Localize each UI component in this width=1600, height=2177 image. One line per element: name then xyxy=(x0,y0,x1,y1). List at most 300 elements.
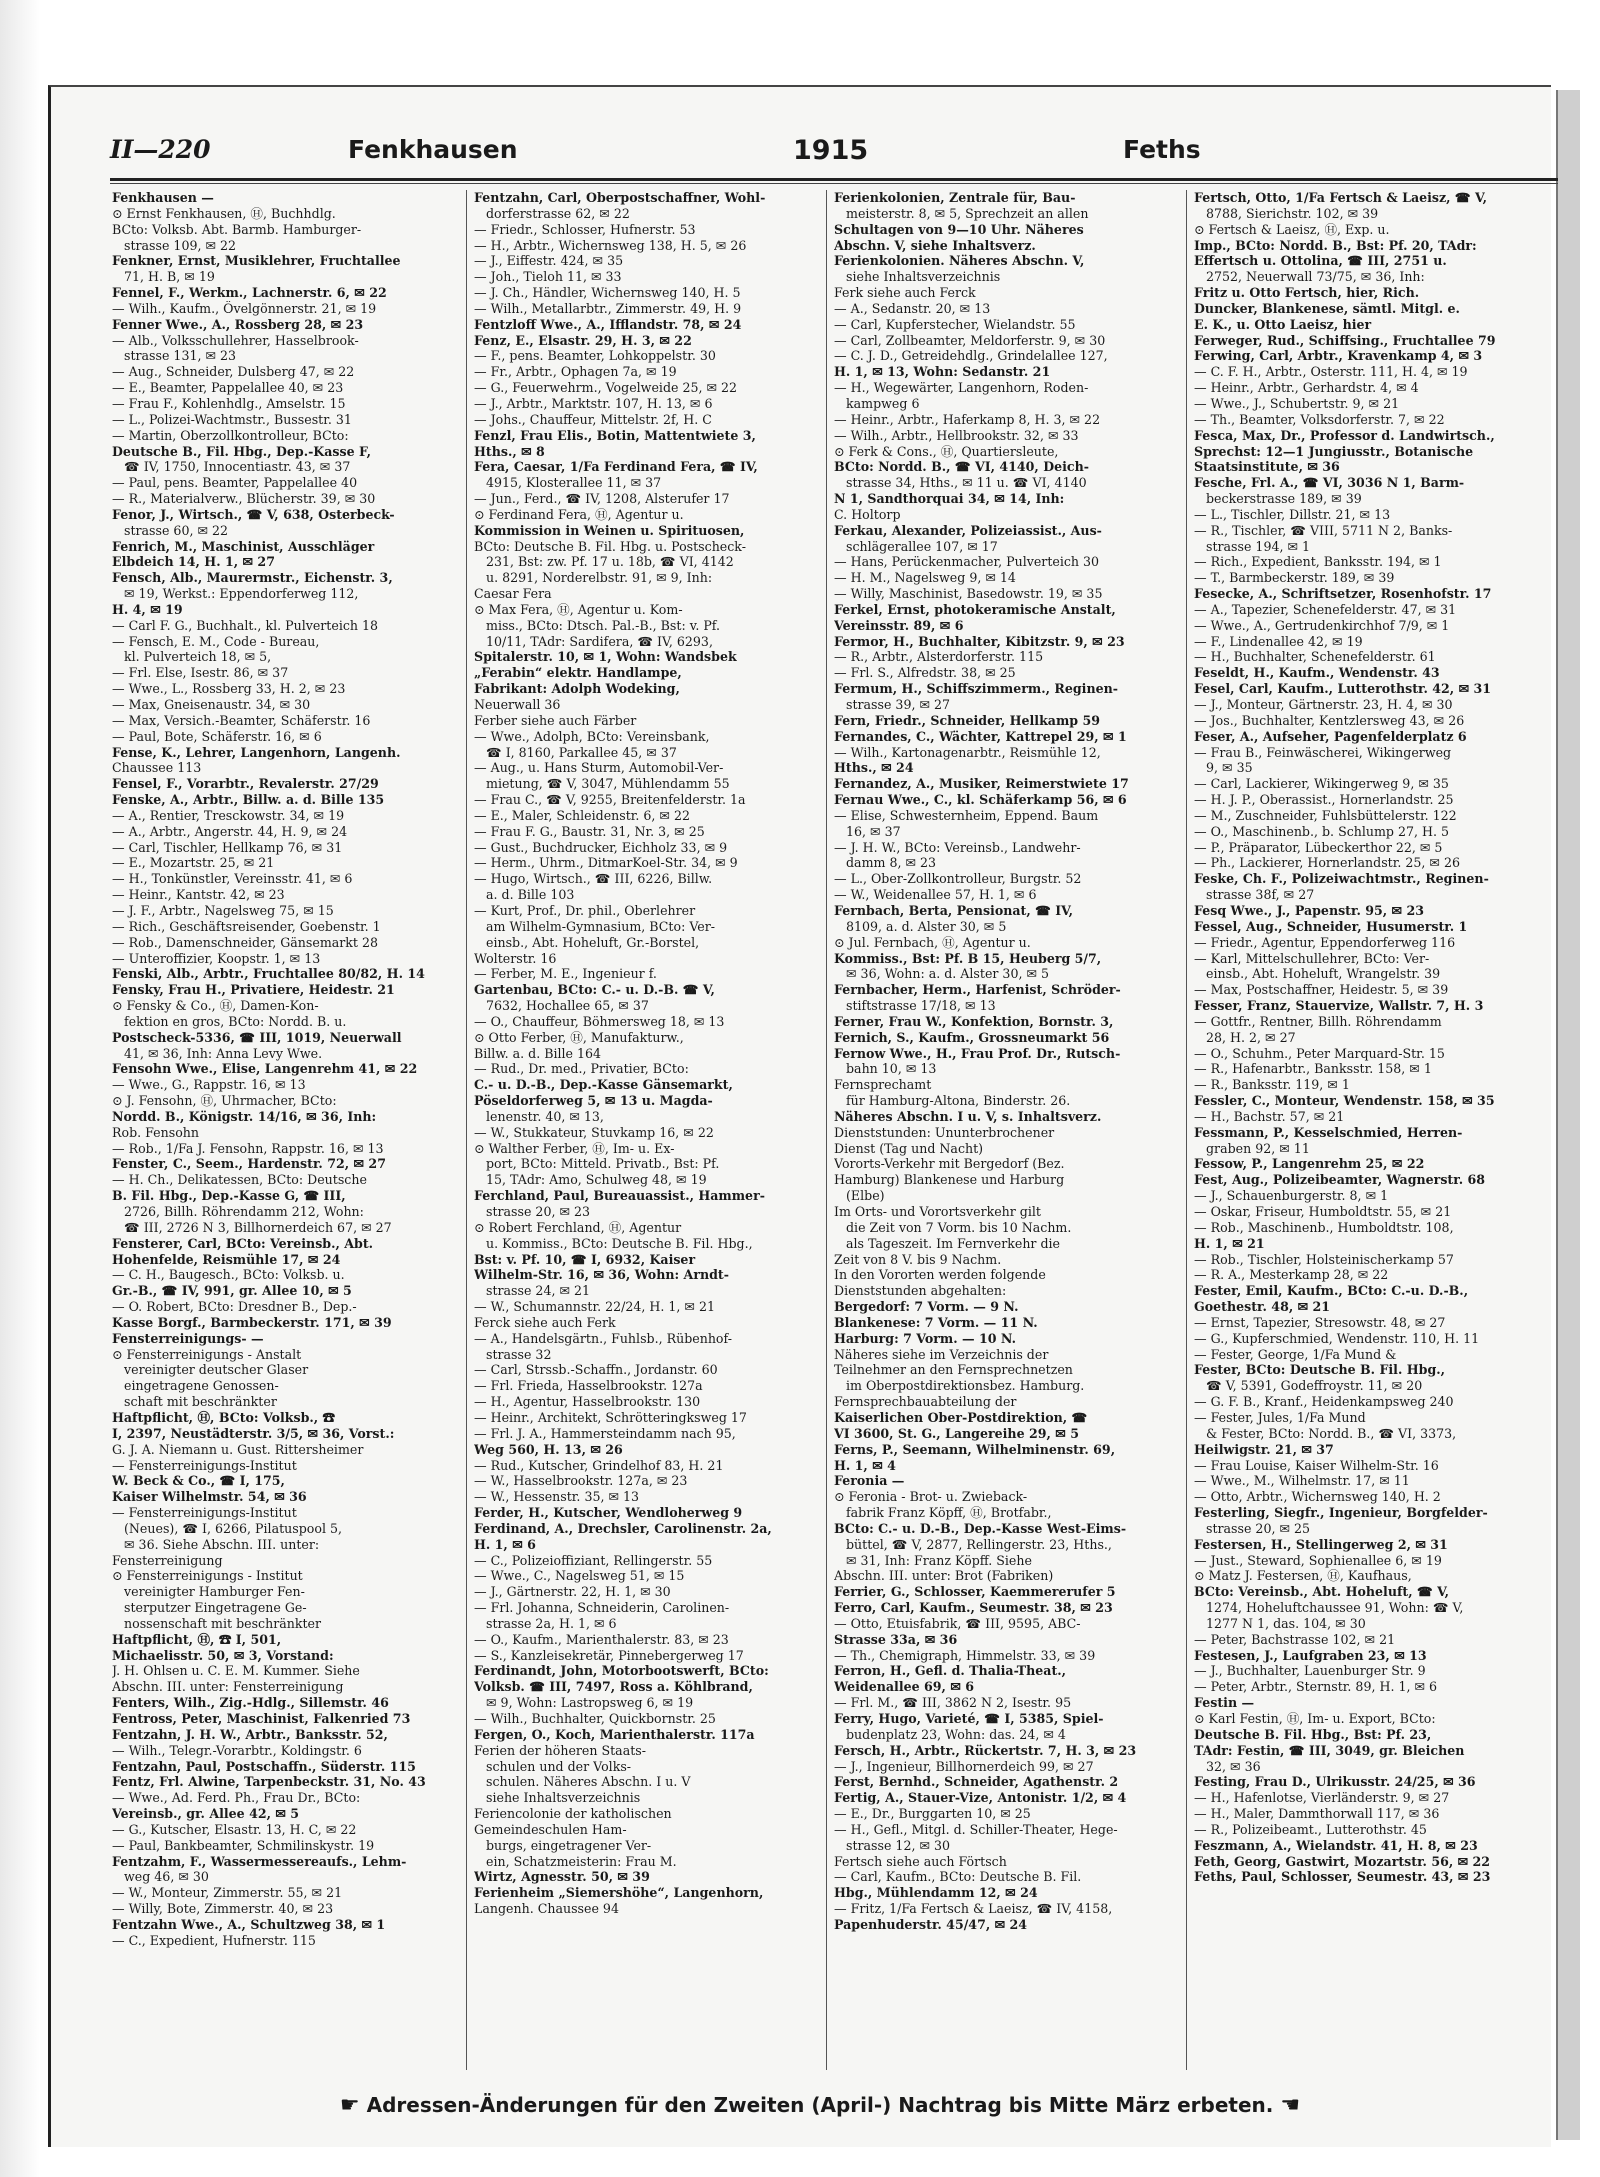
directory-entry-line: — Rich., Geschäftsreisender, Goebenstr. 1 xyxy=(112,918,381,934)
directory-entry-line: büttel, ☎ V, 2877, Rellingerstr. 23, Hths., xyxy=(846,1536,1112,1552)
page-header xyxy=(110,135,1560,171)
directory-entry-line: — O., Maschinenb., b. Schlump 27, H. 5 xyxy=(1194,823,1450,839)
directory-entry-line: — Wwe., G., Rappstr. 16, ✉ 13 xyxy=(112,1077,306,1093)
directory-entry-line: Feronia — xyxy=(834,1473,905,1489)
directory-entry-line: Bst: v. Pf. 10, ☎ I, 6932, Kaiser xyxy=(474,1251,696,1267)
directory-entry-line: — G., Feuerwehrm., Vogelweide 25, ✉ 22 xyxy=(474,380,738,396)
adjacent-page-edge xyxy=(1556,90,1580,2140)
directory-entry-line: — Gottfr., Rentner, Billh. Röhrendamm xyxy=(1194,1013,1442,1029)
directory-entry-line: strasse 38f, ✉ 27 xyxy=(1206,887,1315,903)
directory-entry-line: Kommission in Weinen u. Spirituosen, xyxy=(474,522,745,538)
directory-entry-line: — Aug., Schneider, Dulsberg 47, ✉ 22 xyxy=(112,364,355,380)
directory-entry-line: burgs, eingetragener Ver- xyxy=(486,1837,652,1853)
directory-entry-line: Bergedorf: 7 Vorm. — 9 N. xyxy=(834,1299,1019,1315)
directory-entry-line: 8109, a. d. Alster 30, ✉ 5 xyxy=(846,918,1007,934)
directory-entry-line: Harburg: 7 Vorm. — 10 N. xyxy=(834,1330,1016,1346)
directory-entry-line: — F., pens. Beamter, Lohkoppelstr. 30 xyxy=(474,348,716,364)
directory-entry-line: Fester, Emil, Kaufm., BCto: C.-u. D.-B., xyxy=(1194,1283,1469,1299)
directory-entry-line: Spitalerstr. 10, ✉ 1, Wohn: Wandsbek xyxy=(474,649,737,665)
directory-entry-line: Fennel, F., Werkm., Lachnerstr. 6, ✉ 22 xyxy=(112,285,387,301)
directory-entry-line: — Paul, pens. Beamter, Pappelallee 40 xyxy=(112,475,358,491)
directory-entry-line: ⊙ Karl Festin, Ⓗ, Im- u. Export, BCto: xyxy=(1194,1711,1436,1726)
directory-entry-line: Fernow Wwe., H., Frau Prof. Dr., Rutsch- xyxy=(834,1045,1121,1061)
directory-entry-line: — C., Polizeioffiziant, Rellingerstr. 55 xyxy=(474,1552,713,1568)
directory-entry-line: 8788, Sierichstr. 102, ✉ 39 xyxy=(1206,205,1379,221)
directory-entry-line: Fentzahn, Carl, Oberpostschaffner, Wohl- xyxy=(474,190,766,205)
directory-entry-line: graben 92, ✉ 11 xyxy=(1206,1140,1310,1156)
directory-entry-line: — Fensterreinigungs-Institut xyxy=(112,1505,297,1521)
directory-entry-line: I, 2397, Neustädterstr. 3/5, ✉ 36, Vorst.: xyxy=(112,1425,395,1441)
directory-entry-line: — Frau Louise, Kaiser Wilhelm-Str. 16 xyxy=(1194,1457,1439,1473)
directory-entry-line: — Fester, George, 1/Fa Mund & xyxy=(1194,1346,1397,1362)
directory-entry-line: als Tageszeit. Im Fernverkehr die xyxy=(846,1235,1060,1251)
directory-entry-line: Fern, Friedr., Schneider, Hellkamp 59 xyxy=(834,712,1100,728)
directory-entry-line: — Frl. J. A., Hammersteindamm nach 95, xyxy=(474,1425,736,1441)
directory-entry-line: Hbg., Mühlendamm 12, ✉ 24 xyxy=(834,1885,1038,1901)
directory-entry-line: J. H. Ohlsen u. C. E. M. Kummer. Siehe xyxy=(112,1663,360,1679)
directory-entry-line: Näheres Abschn. I u. V, s. Inhaltsverz. xyxy=(834,1108,1102,1124)
directory-column-1 xyxy=(112,190,458,2070)
directory-entry-line: Fenzl, Frau Elis., Botin, Mattentwiete 3, xyxy=(474,427,756,443)
directory-entry-line: nossenschaft mit beschränkter xyxy=(124,1615,322,1631)
directory-entry-line: strasse 131, ✉ 23 xyxy=(124,348,237,364)
directory-entry-line: — H. J. P., Oberassist., Hornerlandstr. 25 xyxy=(1194,792,1454,808)
directory-entry-line: — Wilh., Arbtr., Hellbrookstr. 32, ✉ 33 xyxy=(834,427,1079,443)
directory-entry-line: ⊙ Fensterreinigungs - Anstalt xyxy=(112,1346,302,1362)
footer-text: Adressen-Änderungen für den Zweiten (April-) Nachtrag bis Mitte März erbeten. xyxy=(366,2093,1274,2117)
directory-entry-line: Fessmann, P., Kesselschmied, Herren- xyxy=(1194,1124,1463,1140)
directory-column-2 xyxy=(474,190,819,2070)
directory-entry-line: Fensterreinigungs- — xyxy=(112,1330,264,1346)
directory-entry-line: — Alb., Volksschullehrer, Hasselbrook- xyxy=(112,332,359,348)
directory-entry-line: Fabrikant: Adolph Wodeking, xyxy=(474,681,680,697)
directory-entry-line: bahn 10, ✉ 13 xyxy=(846,1061,937,1077)
directory-entry-line: BCto: C.- u. D.-B., Dep.-Kasse West-Eims- xyxy=(834,1520,1127,1536)
directory-entry-line: ⊙ Fensterreinigungs - Institut xyxy=(112,1568,303,1584)
directory-entry-line: Festin — xyxy=(1194,1695,1255,1711)
directory-entry-line: Fessel, Aug., Schneider, Husumerstr. 1 xyxy=(1194,918,1468,934)
directory-entry-line: — H., Tonkünstler, Vereinsstr. 41, ✉ 6 xyxy=(112,871,353,887)
directory-entry-line: — J., Schauenburgerstr. 8, ✉ 1 xyxy=(1194,1188,1389,1204)
directory-entry-line: — L., Polizei-Wachtmstr., Bussestr. 31 xyxy=(112,411,352,427)
directory-entry-line: Fernbacher, Herm., Harfenist, Schröder- xyxy=(834,982,1121,998)
directory-entry-line: Ferweger, Rud., Schiffsing., Fruchtallee 79 xyxy=(1194,332,1496,348)
directory-entry-line: siehe Inhaltsverzeichnis xyxy=(486,1790,641,1806)
directory-entry-line: Fentz, Frl. Alwine, Tarpenbeckstr. 31, No. 43 xyxy=(112,1774,426,1790)
directory-entry-line: Fritz u. Otto Fertsch, hier, Rich. xyxy=(1194,285,1420,301)
directory-entry-line: — L., Tischler, Dillstr. 21, ✉ 13 xyxy=(1194,506,1391,522)
directory-entry-line: Hamburg) Blankenese und Harburg xyxy=(834,1172,1065,1188)
directory-entry-line: Ferienkolonien. Näheres Abschn. V, xyxy=(834,253,1085,269)
right-headword: Feths xyxy=(1123,135,1201,164)
directory-entry-line: ⊙ J. Fensohn, Ⓗ, Uhrmacher, BCto: xyxy=(112,1093,337,1109)
directory-entry-line: Goethestr. 48, ✉ 21 xyxy=(1194,1299,1331,1315)
directory-entry-line: Feths, Paul, Schlosser, Seumestr. 43, ✉ 23 xyxy=(1194,1869,1491,1885)
directory-entry-line: H. 1, ✉ 4 xyxy=(834,1457,896,1473)
directory-entry-line: — Fester, Jules, 1/Fa Mund xyxy=(1194,1409,1366,1425)
directory-entry-line: — Wwe., A., Gertrudenkirchhof 7/9, ✉ 1 xyxy=(1194,617,1450,633)
directory-entry-line: — W., Weidenallee 57, H. 1, ✉ 6 xyxy=(834,887,1037,903)
directory-entry-line: Fest, Aug., Polizeibeamter, Wagnerstr. 68 xyxy=(1194,1172,1485,1188)
directory-entry-line: sterputzer Eingetragene Ge- xyxy=(124,1600,307,1616)
directory-entry-line: Fentzahn Wwe., A., Schultzweg 38, ✉ 1 xyxy=(112,1916,386,1932)
directory-entry-line: — Frau F. G., Baustr. 31, Nr. 3, ✉ 25 xyxy=(474,823,705,839)
directory-entry-line: Fensterer, Carl, BCto: Vereinsb., Abt. xyxy=(112,1235,374,1251)
directory-entry-line: — W., Schumannstr. 22/24, H. 1, ✉ 21 xyxy=(474,1299,715,1315)
year: 1915 xyxy=(793,135,869,166)
directory-entry-line: beckerstrasse 189, ✉ 39 xyxy=(1206,491,1362,507)
directory-entry-line: W. Beck & Co., ☎ I, 175, xyxy=(112,1473,285,1489)
directory-entry-line: schaft mit beschränkter xyxy=(124,1394,277,1410)
directory-entry-line: — J., Buchhalter, Lauenburger Str. 9 xyxy=(1194,1663,1426,1679)
directory-entry-line: Fesche, Frl. A., ☎ VI, 3036 N 1, Barm- xyxy=(1194,475,1465,491)
directory-entry-line: schlägerallee 107, ✉ 17 xyxy=(846,538,998,554)
directory-entry-line: Fernsprechbauabteilung der xyxy=(834,1394,1017,1410)
directory-entry-line: H. 4, ✉ 19 xyxy=(112,601,183,617)
directory-entry-line: Fesca, Max, Dr., Professor d. Landwirtsch., xyxy=(1194,427,1495,443)
directory-entry-line: strasse 12, ✉ 30 xyxy=(846,1837,951,1853)
directory-entry-line: — Ernst, Tapezier, Stresowstr. 48, ✉ 27 xyxy=(1194,1314,1446,1330)
directory-entry-line: Fertsch, Otto, 1/Fa Fertsch & Laeisz, ☎ V, xyxy=(1194,190,1487,205)
directory-entry-line: weg 46, ✉ 30 xyxy=(124,1869,209,1885)
directory-entry-line: fektion en gros, BCto: Nordd. B. u. xyxy=(124,1013,347,1029)
directory-entry-line: Fernsprechamt xyxy=(834,1077,932,1093)
directory-entry-line: damm 8, ✉ 23 xyxy=(846,855,937,871)
directory-entry-line: — J., Eiffestr. 424, ✉ 35 xyxy=(474,253,624,269)
directory-entry-line: Deutsche B., Fil. Hbg., Dep.-Kasse F, xyxy=(112,443,372,459)
directory-entry-line: strasse 34, Hths., ✉ 11 u. ☎ VI, 4140 xyxy=(846,475,1087,491)
directory-entry-line: — Frl. M., ☎ III, 3862 N 2, Isestr. 95 xyxy=(834,1695,1072,1711)
directory-entry-line: Fergen, O., Koch, Marienthalerstr. 117a xyxy=(474,1726,755,1742)
directory-entry-line: — W., Monteur, Zimmerstr. 55, ✉ 21 xyxy=(112,1885,343,1901)
directory-entry-line: — Jos., Buchhalter, Kentzlersweg 43, ✉ 26 xyxy=(1194,712,1465,728)
directory-entry-line: G. J. A. Niemann u. Gust. Rittersheimer xyxy=(112,1441,364,1457)
directory-entry-line: Fenrich, M., Maschinist, Ausschläger xyxy=(112,538,375,554)
directory-entry-line: Neuerwall 36 xyxy=(474,697,561,712)
directory-entry-line: — Aug., u. Hans Sturm, Automobil-Ver- xyxy=(474,760,724,776)
directory-entry-line: Ferk siehe auch Ferck xyxy=(834,285,976,301)
directory-entry-line: — Wwe., J., Schubertstr. 9, ✉ 21 xyxy=(1194,395,1400,411)
directory-entry-line: 2752, Neuerwall 73/75, ✉ 36, Inh: xyxy=(1206,269,1425,285)
directory-entry-line: — H. Ch., Delikatessen, BCto: Deutsche xyxy=(112,1172,367,1188)
directory-entry-line: Langenh. Chaussee 94 xyxy=(474,1901,619,1917)
directory-entry-line: — Johs., Chauffeur, Mittelstr. 2f, H. C xyxy=(474,411,712,427)
header-rule xyxy=(110,178,1558,181)
directory-entry-line: Rob. Fensohn xyxy=(112,1124,200,1140)
directory-entry-line: ⊙ Ferk & Cons., Ⓗ, Quartiersleute, xyxy=(834,443,1059,459)
directory-entry-line: — Carl, Zollbeamter, Meldorferstr. 9, ✉ 30 xyxy=(834,332,1106,348)
directory-entry-line: Ferder, H., Kutscher, Wendloherweg 9 xyxy=(474,1505,743,1521)
directory-entry-line: — H., Arbtr., Wichernsweg 138, H. 5, ✉ 26 xyxy=(474,237,747,253)
directory-entry-line: Fesser, Franz, Stauervize, Wallstr. 7, H. 3 xyxy=(1194,998,1484,1014)
directory-entry-line: H. 1, ✉ 6 xyxy=(474,1536,536,1552)
directory-entry-line: Abschn. V, siehe Inhaltsverz. xyxy=(834,237,1036,253)
directory-entry-line: Ferwing, Carl, Arbtr., Kravenkamp 4, ✉ 3 xyxy=(1194,348,1483,364)
directory-entry-line: Fenkhausen — xyxy=(112,190,214,205)
directory-entry-line: Weidenallee 69, ✉ 6 xyxy=(834,1679,975,1695)
directory-entry-line: — Rob., Maschinenb., Humboldtstr. 108, xyxy=(1194,1219,1454,1235)
directory-column-3 xyxy=(834,190,1178,2070)
directory-entry-line: strasse 2a, H. 1, ✉ 6 xyxy=(486,1615,617,1631)
directory-entry-line: schulen und der Volks- xyxy=(486,1758,632,1774)
directory-entry-line: — H., Bachstr. 57, ✉ 21 xyxy=(1194,1108,1345,1124)
directory-entry-line: Ferrier, G., Schlosser, Kaemmererufer 5 xyxy=(834,1584,1116,1600)
directory-entry-line: Volksb. ☎ III, 7497, Ross a. Köhlbrand, xyxy=(474,1679,753,1695)
directory-entry-line: — Martin, Oberzollkontrolleur, BCto: xyxy=(112,427,349,443)
directory-entry-line: port, BCto: Mitteld. Privatb., Bst: Pf. xyxy=(486,1156,720,1172)
directory-entry-line: ✉ 9, Wohn: Lastropsweg 6, ✉ 19 xyxy=(486,1695,694,1711)
directory-entry-line: Deutsche B. Fil. Hbg., Bst: Pf. 23, xyxy=(1194,1726,1432,1742)
directory-entry-line: Fernbach, Berta, Pensionat, ☎ IV, xyxy=(834,902,1074,918)
directory-entry-line: Blankenese: 7 Vorm. — 11 N. xyxy=(834,1314,1038,1330)
directory-entry-line: — Otto, Etuisfabrik, ☎ III, 9595, ABC- xyxy=(834,1615,1081,1631)
directory-entry-line: — Peter, Bachstrasse 102, ✉ 21 xyxy=(1194,1631,1396,1647)
directory-entry-line: — W., Stukkateur, Stuvkamp 16, ✉ 22 xyxy=(474,1124,714,1140)
directory-entry-line: Fermum, H., Schiffszimmerm., Reginen- xyxy=(834,681,1118,697)
directory-entry-line: — Joh., Tieloh 11, ✉ 33 xyxy=(474,269,622,285)
directory-entry-line: — G., Kutscher, Elsastr. 13, H. C, ✉ 22 xyxy=(112,1821,357,1837)
directory-entry-line: — O., Chauffeur, Böhmersweg 18, ✉ 13 xyxy=(474,1013,725,1029)
directory-entry-line: — Wwe., Adolph, BCto: Vereinsbank, xyxy=(474,728,710,744)
directory-entry-line: — Oskar, Friseur, Humboldtstr. 55, ✉ 21 xyxy=(1194,1204,1452,1219)
directory-entry-line: Fensky, Frau H., Privatiere, Heidestr. 21 xyxy=(112,982,395,998)
directory-entry-line: Ferst, Bernhd., Schneider, Agathenstr. 2 xyxy=(834,1774,1119,1790)
directory-entry-line: kl. Pulverteich 18, ✉ 5, xyxy=(124,649,272,665)
directory-entry-line: ⊙ Robert Ferchland, Ⓗ, Agentur xyxy=(474,1219,682,1235)
directory-entry-line: ⊙ Otto Ferber, Ⓗ, Manufakturw., xyxy=(474,1029,684,1045)
directory-entry-line: ☎ IV, 1750, Innocentiastr. 43, ✉ 37 xyxy=(124,459,351,475)
header-rule-thin xyxy=(110,183,1558,184)
directory-entry-line: — Ph., Lackierer, Hornerlandstr. 25, ✉ 26 xyxy=(1194,855,1460,871)
directory-entry-line: Hths., ✉ 24 xyxy=(834,760,914,776)
directory-entry-line: — E., Beamter, Pappelallee 40, ✉ 23 xyxy=(112,380,344,396)
directory-entry-line: — S., Kanzleisekretär, Pinnebergerweg 17 xyxy=(474,1647,744,1663)
directory-entry-line: Fenski, Alb., Arbtr., Fruchtallee 80/82, H. 14 xyxy=(112,966,425,982)
directory-entry-line: — R., Banksstr. 119, ✉ 1 xyxy=(1194,1077,1350,1093)
directory-entry-line: — Heinr., Arbtr., Haferkamp 8, H. 3, ✉ 22 xyxy=(834,411,1101,427)
directory-entry-line: 231, Bst: zw. Pf. 17 u. 18b, ☎ VI, 4142 xyxy=(486,554,734,570)
directory-entry-line: strasse 32 xyxy=(486,1346,552,1362)
directory-entry-line: Fenster, C., Seem., Hardenstr. 72, ✉ 27 xyxy=(112,1156,386,1172)
directory-entry-line: — Carl, Kaufm., BCto: Deutsche B. Fil. xyxy=(834,1869,1082,1885)
directory-entry-line: Fense, K., Lehrer, Langenhorn, Langenh. xyxy=(112,744,401,760)
directory-entry-line: — H., Gefl., Mitgl. d. Schiller-Theater, Hege- xyxy=(834,1821,1118,1837)
directory-entry-line: — A., Rentier, Tresckowstr. 34, ✉ 19 xyxy=(112,807,345,823)
directory-entry-line: — Rob., Damenschneider, Gänsemarkt 28 xyxy=(112,934,379,950)
directory-entry-line: Im Orts- und Vorortsverkehr gilt xyxy=(834,1204,1041,1219)
directory-entry-line: 1274, Hoheluftchaussee 91, Wohn: ☎ V, xyxy=(1206,1600,1464,1616)
directory-entry-line: — M., Zuschneider, Fuhlsbüttelerstr. 122 xyxy=(1194,807,1457,823)
directory-entry-line: Ferienheim „Siemershöhe“, Langenhorn, xyxy=(474,1885,764,1901)
directory-entry-line: Fertsch siehe auch Förtsch xyxy=(834,1853,1007,1869)
directory-entry-line: Feske, Ch. F., Polizeiwachtmstr., Reginen- xyxy=(1194,871,1489,887)
directory-entry-line: Kaiserlichen Ober-Postdirektion, ☎ xyxy=(834,1409,1088,1425)
directory-entry-line: mietung, ☎ V, 3047, Mühlendamm 55 xyxy=(486,776,730,792)
directory-entry-line: — A., Handelsgärtn., Fuhlsb., Rübenhof- xyxy=(474,1330,732,1346)
directory-entry-line: ⊙ Ferdinand Fera, Ⓗ, Agentur u. xyxy=(474,506,684,522)
directory-entry-line: Ferienkolonien, Zentrale für, Bau- xyxy=(834,190,1076,205)
directory-entry-line: — Unteroffizier, Koopstr. 1, ✉ 13 xyxy=(112,950,321,966)
directory-entry-line: stiftstrasse 17/18, ✉ 13 xyxy=(846,998,996,1014)
directory-entry-line: — Fritz, 1/Fa Fertsch & Laeisz, ☎ IV, 4158, xyxy=(834,1901,1113,1917)
directory-entry-line: — C. F. H., Arbtr., Osterstr. 111, H. 4, ✉ 19 xyxy=(1194,364,1468,380)
directory-entry-line: strasse 194, ✉ 1 xyxy=(1206,538,1311,554)
directory-entry-line: — Hans, Perückenmacher, Pulverteich 30 xyxy=(834,554,1100,570)
directory-entry-line: Fernich, S., Kaufm., Grossneumarkt 56 xyxy=(834,1029,1110,1045)
directory-entry-line: — J. Ch., Händler, Wichernsweg 140, H. 5 xyxy=(474,285,741,301)
directory-entry-line: — Carl, Strssb.-Schaffn., Jordanstr. 60 xyxy=(474,1362,718,1378)
page-number: II—220 xyxy=(110,135,211,164)
directory-entry-line: VI 3600, St. G., Langereihe 29, ✉ 5 xyxy=(834,1425,1079,1441)
directory-entry-line: — Frl. S., Alfredstr. 38, ✉ 25 xyxy=(834,665,1016,681)
directory-entry-line: Weg 560, H. 13, ✉ 26 xyxy=(474,1441,623,1457)
directory-entry-line: ✉ 36, Wohn: a. d. Alster 30, ✉ 5 xyxy=(846,966,1050,982)
directory-entry-line: budenplatz 23, Wohn: das. 24, ✉ 4 xyxy=(846,1726,1066,1742)
directory-entry-line: ✉ 36. Siehe Abschn. III. unter: xyxy=(124,1536,320,1552)
pointing-hand-left-icon: ☚ xyxy=(1280,2093,1301,2118)
directory-entry-line: 10/11, TAdr: Sardifera, ☎ IV, 6293, xyxy=(486,633,713,649)
directory-entry-line: ⊙ Matz J. Festersen, Ⓗ, Kaufhaus, xyxy=(1194,1568,1412,1584)
directory-entry-line: meisterstr. 8, ✉ 5, Sprechzeit an allen xyxy=(846,205,1089,221)
directory-entry-line: Haftpflicht, Ⓗ, BCto: Volksb., ☎ xyxy=(112,1409,336,1425)
directory-entry-line: Fesecke, A., Schriftsetzer, Rosenhofstr. 17 xyxy=(1194,586,1492,602)
directory-entry-line: ☎ V, 5391, Godeffroystr. 11, ✉ 20 xyxy=(1206,1378,1423,1394)
directory-entry-line: — O., Kaufm., Marienthalerstr. 83, ✉ 23 xyxy=(474,1631,729,1647)
directory-entry-line: Fessow, P., Langenrehm 25, ✉ 22 xyxy=(1194,1156,1425,1172)
directory-entry-line: u. Kommiss., BCto: Deutsche B. Fil. Hbg., xyxy=(486,1235,753,1251)
directory-entry-line: (Elbe) xyxy=(846,1188,885,1204)
directory-entry-line: (Neues), ☎ I, 6266, Pilatuspool 5, xyxy=(124,1520,343,1536)
directory-entry-line: — J., Arbtr., Marktstr. 107, H. 13, ✉ 6 xyxy=(474,395,713,411)
directory-entry-line: strasse 20, ✉ 25 xyxy=(1206,1520,1311,1536)
directory-entry-line: Fessler, C., Monteur, Wendenstr. 158, ✉ 35 xyxy=(1194,1093,1495,1109)
directory-entry-line: Ferry, Hugo, Varieté, ☎ I, 5385, Spiel- xyxy=(834,1711,1104,1726)
directory-entry-line: miss., BCto: Dtsch. Pal.-B., Bst: v. Pf. xyxy=(486,617,721,633)
directory-entry-line: BCto: Nordd. B., ☎ VI, 4140, Deich- xyxy=(834,459,1089,475)
directory-entry-line: — Carl, Tischler, Hellkamp 76, ✉ 31 xyxy=(112,839,343,855)
directory-entry-line: Papenhuderstr. 45/47, ✉ 24 xyxy=(834,1916,1028,1932)
directory-entry-line: Fersch, H., Arbtr., Rückertstr. 7, H. 3, ✉ 23 xyxy=(834,1742,1137,1758)
directory-entry-line: Fensch, Alb., Maurermstr., Eichenstr. 3, xyxy=(112,570,393,586)
directory-entry-line: Gemeindeschulen Ham- xyxy=(474,1821,627,1837)
directory-entry-line: Dienststunden abgehalten: xyxy=(834,1283,1007,1299)
directory-entry-line: 4915, Klosterallee 11, ✉ 37 xyxy=(486,475,662,491)
directory-entry-line: Wilhelm-Str. 16, ✉ 36, Wohn: Arndt- xyxy=(474,1267,729,1283)
directory-entry-line: Fensel, F., Vorarbtr., Revalerstr. 27/29 xyxy=(112,776,379,792)
directory-entry-line: Wirtz, Agnesstr. 50, ✉ 39 xyxy=(474,1869,650,1885)
directory-entry-line: vereinigter Hamburger Fen- xyxy=(124,1584,305,1600)
directory-entry-line: — Herm., Uhrm., DitmarKoel-Str. 34, ✉ 9 xyxy=(474,855,738,871)
directory-entry-line: — Wilh., Buchhalter, Quickbornstr. 25 xyxy=(474,1711,716,1726)
directory-entry-line: Fernandes, C., Wächter, Kattrepel 29, ✉ 1 xyxy=(834,728,1127,744)
directory-entry-line: Imp., BCto: Nordd. B., Bst: Pf. 20, TAdr: xyxy=(1194,237,1477,253)
directory-entry-line: — Rud., Dr. med., Privatier, BCto: xyxy=(474,1061,689,1077)
directory-entry-line: — F., Lindenallee 42, ✉ 19 xyxy=(1194,633,1363,649)
directory-entry-line: ein, Schatzmeisterin: Frau M. xyxy=(486,1853,677,1869)
directory-entry-line: — Frl. Else, Isestr. 86, ✉ 37 xyxy=(112,665,289,681)
directory-entry-line: Näheres siehe im Verzeichnis der xyxy=(834,1346,1049,1362)
directory-entry-line: Fenner Wwe., A., Rossberg 28, ✉ 23 xyxy=(112,316,364,332)
directory-entry-line: Festersen, H., Stellingerweg 2, ✉ 31 xyxy=(1194,1536,1448,1552)
directory-entry-line: C.- u. D.-B., Dep.-Kasse Gänsemarkt, xyxy=(474,1077,733,1093)
directory-entry-line: Abschn. III. unter: Brot (Fabriken) xyxy=(834,1568,1054,1584)
directory-entry-line: Kommiss., Bst: Pf. B 15, Heuberg 5/7, xyxy=(834,950,1102,966)
directory-entry-line: — E., Maler, Schleidenstr. 6, ✉ 22 xyxy=(474,807,691,823)
directory-entry-line: — Wilh., Kartonagenarbtr., Reismühle 12, xyxy=(834,744,1101,760)
directory-entry-line: — Elise, Schwesternheim, Eppend. Baum xyxy=(834,807,1099,823)
directory-entry-line: — Friedr., Agentur, Eppendorferweg 116 xyxy=(1194,934,1456,950)
directory-entry-line: — Wwe., C., Nagelsweg 51, ✉ 15 xyxy=(474,1568,685,1584)
directory-entry-line: — L., Ober-Zollkontrolleur, Burgstr. 52 xyxy=(834,871,1082,887)
directory-entry-line: TAdr: Festin, ☎ III, 3049, gr. Bleichen xyxy=(1194,1742,1465,1758)
directory-entry-line: — Paul, Bankbeamter, Schmilinskystr. 19 xyxy=(112,1837,375,1853)
directory-entry-line: BCto: Deutsche B. Fil. Hbg. u. Postscheck- xyxy=(474,538,746,554)
directory-entry-line: — C. J. D., Getreidehdlg., Grindelallee 127, xyxy=(834,348,1108,364)
directory-entry-line: Kasse Borgf., Barmbeckerstr. 171, ✉ 39 xyxy=(112,1314,392,1330)
directory-entry-line: In den Vororten werden folgende xyxy=(834,1267,1046,1283)
directory-entry-line: — H., Agentur, Hasselbrookstr. 130 xyxy=(474,1394,701,1410)
directory-entry-line: Fensterreinigung xyxy=(112,1552,223,1568)
directory-entry-line: Billw. a. d. Bille 164 xyxy=(474,1045,602,1061)
directory-entry-line: Effertsch u. Ottolina, ☎ III, 2751 u. xyxy=(1194,253,1447,269)
directory-entry-line: 9, ✉ 35 xyxy=(1206,760,1253,776)
directory-entry-line: Haftpflicht, Ⓗ, ☎ I, 501, xyxy=(112,1631,282,1647)
directory-entry-line: B. Fil. Hbg., Dep.-Kasse G, ☎ III, xyxy=(112,1188,346,1204)
directory-entry-line: H. 1, ✉ 21 xyxy=(1194,1235,1265,1251)
directory-entry-line: — Just., Steward, Sophienallee 6, ✉ 19 xyxy=(1194,1552,1442,1568)
directory-entry-line: Fensohn Wwe., Elise, Langenrehm 41, ✉ 22 xyxy=(112,1061,418,1077)
directory-entry-line: Fentzahm, F., Wassermessereaufs., Lehm- xyxy=(112,1853,407,1869)
directory-entry-line: ✉ 31, Inh: Franz Köpff. Siehe xyxy=(846,1552,1032,1568)
directory-entry-line: — Wilh., Kaufm., Övelgönnerstr. 21, ✉ 19 xyxy=(112,300,377,316)
directory-entry-line: 28, H. 2, ✉ 27 xyxy=(1206,1029,1296,1045)
directory-entry-line: Ferdinandt, John, Motorbootswerft, BCto: xyxy=(474,1663,769,1679)
directory-entry-line: Fentzahn, J. H. W., Arbtr., Banksstr. 52, xyxy=(112,1726,388,1742)
directory-entry-line: Gr.-B., ☎ IV, 991, gr. Allee 10, ✉ 5 xyxy=(112,1283,352,1299)
scan-margin xyxy=(0,0,40,2177)
directory-entry-line: — W., Hessenstr. 35, ✉ 13 xyxy=(474,1489,640,1505)
directory-entry-line: Elbdeich 14, H. 1, ✉ 27 xyxy=(112,554,275,570)
directory-entry-line: strasse 109, ✉ 22 xyxy=(124,237,237,253)
directory-entry-line: dorferstrasse 62, ✉ 22 xyxy=(486,205,630,221)
directory-entry-line: — J., Monteur, Gärtnerstr. 23, H. 4, ✉ 30 xyxy=(1194,697,1453,712)
directory-entry-line: Fernandez, A., Musiker, Reimerstwiete 17 xyxy=(834,776,1129,792)
directory-entry-line: Ferner, Frau W., Konfektion, Bornstr. 3, xyxy=(834,1013,1114,1029)
directory-entry-line: — Willy, Maschinist, Basedowstr. 19, ✉ 35 xyxy=(834,586,1103,602)
directory-entry-line: Hths., ✉ 8 xyxy=(474,443,545,459)
directory-entry-line: — Frau C., ☎ V, 9255, Breitenfelderstr. 1a xyxy=(474,792,746,808)
directory-entry-line: — R. A., Mesterkamp 28, ✉ 22 xyxy=(1194,1267,1389,1283)
left-headword: Fenkhausen xyxy=(348,135,518,164)
directory-entry-line: — Max, Postschaffner, Heidestr. 5, ✉ 39 xyxy=(1194,982,1449,998)
directory-entry-line: — Rud., Kutscher, Grindelhof 83, H. 21 xyxy=(474,1457,724,1473)
directory-entry-line: — H., Buchhalter, Schenefelderstr. 61 xyxy=(1194,649,1436,665)
directory-entry-line: Fenor, J., Wirtsch., ☎ V, 638, Osterbeck- xyxy=(112,506,395,522)
directory-entry-line: C. Holtorp xyxy=(834,506,901,522)
footer-notice xyxy=(280,2093,1360,2127)
directory-entry-line: — G., Kupferschmied, Wendenstr. 110, H. 11 xyxy=(1194,1330,1480,1346)
directory-entry-line: — Frl. Johanna, Schneiderin, Carolinen- xyxy=(474,1600,730,1616)
directory-entry-line: ⊙ Fertsch & Laeisz, Ⓗ, Exp. u. xyxy=(1194,221,1390,237)
directory-entry-line: Fera, Caesar, 1/Fa Ferdinand Fera, ☎ IV, xyxy=(474,459,758,475)
directory-entry-line: Ferron, H., Gefl. d. Thalia-Theat., xyxy=(834,1663,1067,1679)
directory-entry-line: Feth, Georg, Gastwirt, Mozartstr. 56, ✉ 22 xyxy=(1194,1853,1491,1869)
directory-entry-line: — Willy, Bote, Zimmerstr. 40, ✉ 23 xyxy=(112,1901,334,1917)
directory-entry-line: — O., Schuhm., Peter Marquard-Str. 15 xyxy=(1194,1045,1445,1061)
directory-entry-line: — A., Arbtr., Angerstr. 44, H. 9, ✉ 24 xyxy=(112,823,348,839)
directory-column-4 xyxy=(1194,190,1544,2070)
directory-entry-line: — Wwe., M., Wilhelmstr. 17, ✉ 11 xyxy=(1194,1473,1410,1489)
